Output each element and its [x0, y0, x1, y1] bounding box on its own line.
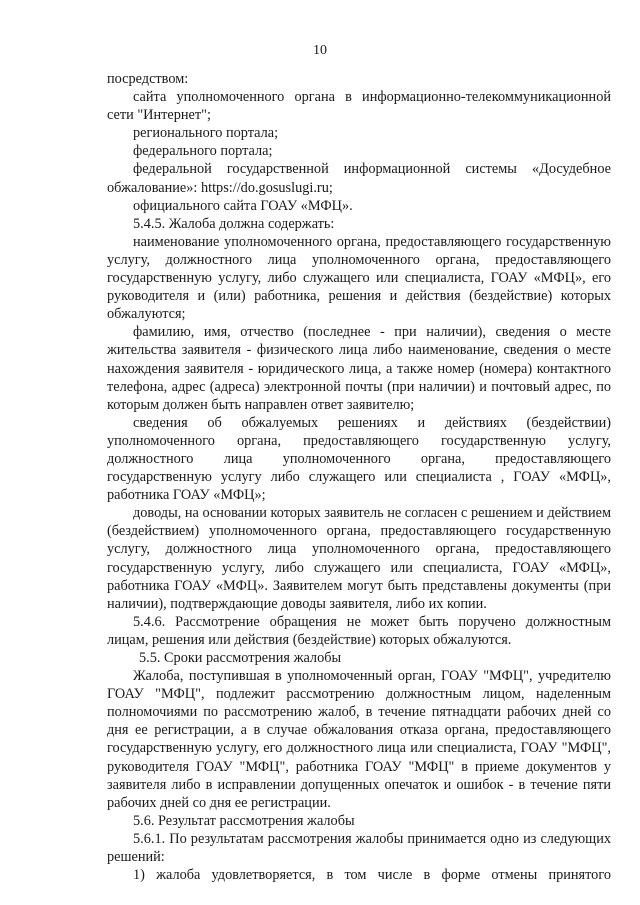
document-body: [107, 70, 611, 884]
paragraph: 1) жалоба удовлетворяется, в том числе в форме отмены принятого: [133, 867, 611, 884]
paragraph: сведения об обжалуемых решениях и действиях (бездействии) уполномоченного органа, предоставляющего государственную услугу, должностного лица уполномоченного органа, предоставляющего государственную услугу либо служащего или специалиста , ГОАУ «МФЦ», работника ГОАУ «МФЦ»;: [107, 414, 611, 504]
paragraph: 5.4.6. Рассмотрение обращения не может быть поручено должностным лицам, решения или действия (бездействие) которых обжалуются.: [107, 613, 611, 648]
paragraph: 5.6. Результат рассмотрения жалобы: [133, 812, 355, 829]
paragraph: сайта уполномоченного органа в информационно-телекоммуникационной сети "Интернет";: [107, 89, 611, 124]
paragraph: 5.6.1. По результатам рассмотрения жалобы принимается одно из следующих решений:: [107, 830, 611, 866]
paragraph: 5.5. Сроки рассмотрения жалобы: [139, 650, 342, 666]
paragraph: официального сайта ГОАУ «МФЦ».: [133, 197, 353, 214]
paragraph: Жалоба, поступившая в уполномоченный орган, ГОАУ "МФЦ", учредителю ГОАУ "МФЦ", подлежит рассмотрению должностным лицом, наделенным полномочиями по рассмотрению жалоб, в течение пятнадцати рабочих дней со дня ее регистрации, а в случае обжалования отказа органа, предоставляющего государственную услугу, его должностного лица или специалиста, ГОАУ "МФЦ", руководителя ГОАУ "МФЦ", работника ГОАУ "МФЦ" в приеме документов у заявителя либо в исправлении допущенных опечаток и ошибок - в течение пяти рабочих дней со дня ее регистрации.: [107, 668, 611, 811]
paragraph: регионального портала;: [133, 125, 279, 142]
paragraph: федерального портала;: [133, 143, 273, 160]
paragraph: наименование уполномоченного органа, предоставляющего государственную услугу, должностного лица уполномоченного органа, предоставляющего государственную услугу, либо служащего или специалиста, ГОАУ «МФЦ», его руководителя и (или) работника, решения и действия (бездействие) которых обжалуются;: [107, 233, 611, 323]
paragraph: федеральной государственной информационной системы «Досудебное обжалование»: https://do.gosuslugi.ru;: [107, 161, 611, 196]
paragraph: посредством:: [107, 71, 189, 87]
paragraph: 5.4.5. Жалоба должна содержать:: [133, 215, 335, 232]
paragraph: фамилию, имя, отчество (последнее - при наличии), сведения о месте жительства заявителя - физического лица либо наименование, сведения о месте нахождения заявителя - юридического лица, а также номер (номера) контактного телефона, адрес (адреса) электронной почты (при наличии) и почтовый адрес, по которым должен быть направлен ответ заявителю;: [107, 324, 611, 413]
page-number: 10: [313, 43, 327, 58]
paragraph: доводы, на основании которых заявитель не согласен с решением и действием (бездействием) уполномоченного органа, предоставляющего государственную услугу, должностного лица уполномоченного органа, предоставляющего государственную услугу, либо служащего или специалиста, ГОАУ «МФЦ», работника ГОАУ «МФЦ». Заявителем могут быть представлены документы (при наличии), подтверждающие доводы заявителя, либо их копии.: [107, 505, 611, 612]
